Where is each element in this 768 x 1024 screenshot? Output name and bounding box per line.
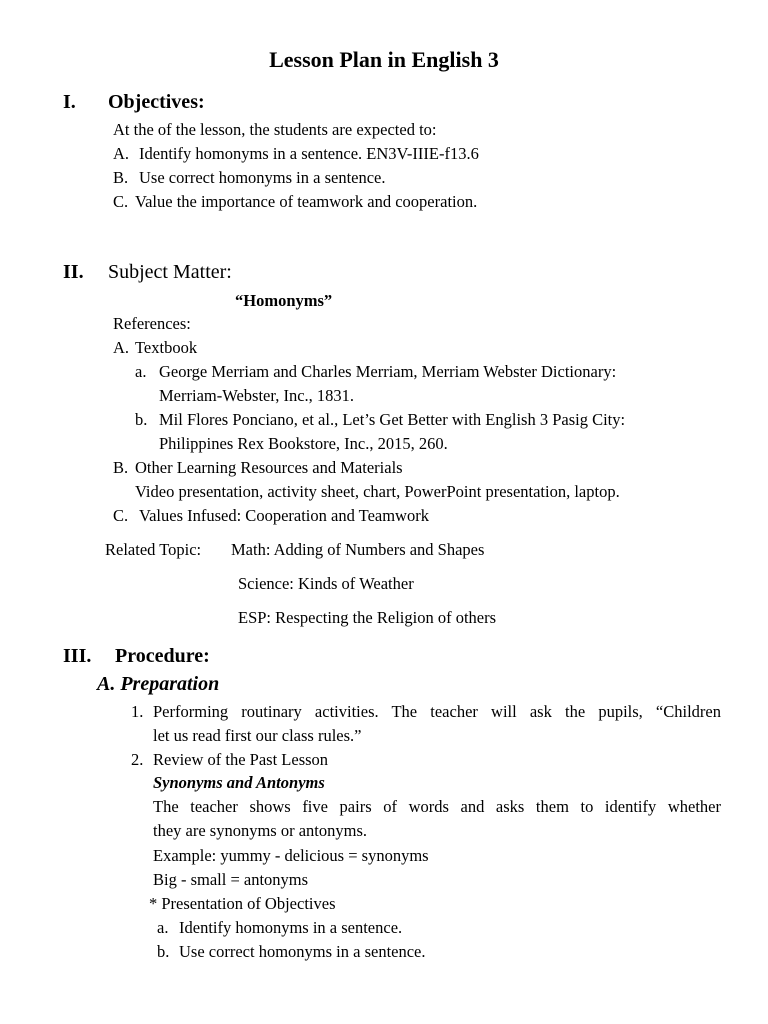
step1-line1: Performing routinary activities. The teacher will ask the pupils, “Children (153, 702, 721, 721)
objective-a-marker: A. (113, 144, 130, 163)
section-number-procedure: III. (63, 645, 92, 667)
step1-line2: let us read first our class rules.” (153, 726, 362, 745)
section-heading-procedure: Procedure: (115, 645, 210, 667)
step1-marker: 1. (131, 702, 144, 721)
step2-description-line1: The teacher shows five pairs of words and asks them to identify whether (153, 797, 721, 816)
step2-marker: 2. (131, 750, 144, 769)
reference-a-line1: George Merriam and Charles Merriam, Merriam Webster Dictionary: (159, 362, 617, 381)
subsection-preparation: A. Preparation (97, 673, 220, 695)
other-resources-label: Other Learning Resources and Materials (135, 458, 403, 477)
step2-label: Review of the Past Lesson (153, 750, 329, 769)
objective-c-text: Value the importance of teamwork and cooperation. (135, 192, 478, 211)
document-title: Lesson Plan in English 3 (269, 47, 499, 72)
section-number-objectives: I. (63, 91, 76, 113)
other-resources-detail: Video presentation, activity sheet, chart, PowerPoint presentation, laptop. (135, 482, 620, 501)
related-topic-label: Related Topic: (105, 540, 202, 559)
related-topic-math: Math: Adding of Numbers and Shapes (231, 540, 485, 559)
presentation-objective-a-marker: a. (157, 918, 169, 937)
values-infused: Values Infused: Cooperation and Teamwork (139, 506, 429, 525)
textbook-marker: A. (113, 338, 130, 357)
step2-description-line2: they are synonyms or antonyms. (153, 821, 368, 840)
step2-example2: Big - small = antonyms (153, 870, 309, 889)
presentation-of-objectives: * Presentation of Objectives (149, 894, 336, 913)
step2-topic: Synonyms and Antonyms (153, 773, 325, 792)
related-topic-esp: ESP: Respecting the Religion of others (238, 608, 497, 627)
references-label: References: (113, 314, 191, 333)
related-topic-science: Science: Kinds of Weather (238, 574, 414, 593)
objective-b-text: Use correct homonyms in a sentence. (139, 168, 386, 187)
objective-b-marker: B. (113, 168, 129, 187)
textbook-label: Textbook (135, 338, 198, 357)
values-marker: C. (113, 506, 129, 525)
step2-example1: Example: yummy - delicious = synonyms (153, 846, 429, 865)
section-heading-objectives: Objectives: (108, 91, 205, 113)
objective-c-marker: C. (113, 192, 129, 211)
section-heading-subject-matter: Subject Matter: (108, 261, 232, 283)
presentation-objective-a-text: Identify homonyms in a sentence. (179, 918, 403, 937)
reference-a-line2: Merriam-Webster, Inc., 1831. (159, 386, 355, 405)
presentation-objective-b-marker: b. (157, 942, 170, 961)
reference-a-marker: a. (135, 362, 147, 381)
reference-b-line2: Philippines Rex Bookstore, Inc., 2015, 260. (159, 434, 448, 453)
section-number-subject-matter: II. (63, 261, 84, 283)
reference-b-marker: b. (135, 410, 148, 429)
objective-a-text: Identify homonyms in a sentence. EN3V-IIIE-f13.6 (139, 144, 479, 163)
subject-topic: “Homonyms” (235, 291, 333, 310)
presentation-objective-b-text: Use correct homonyms in a sentence. (179, 942, 426, 961)
other-resources-marker: B. (113, 458, 129, 477)
reference-b-line1: Mil Flores Ponciano, et al., Let’s Get Better with English 3 Pasig City: (159, 410, 626, 429)
objectives-intro: At the of the lesson, the students are expected to: (113, 120, 437, 139)
